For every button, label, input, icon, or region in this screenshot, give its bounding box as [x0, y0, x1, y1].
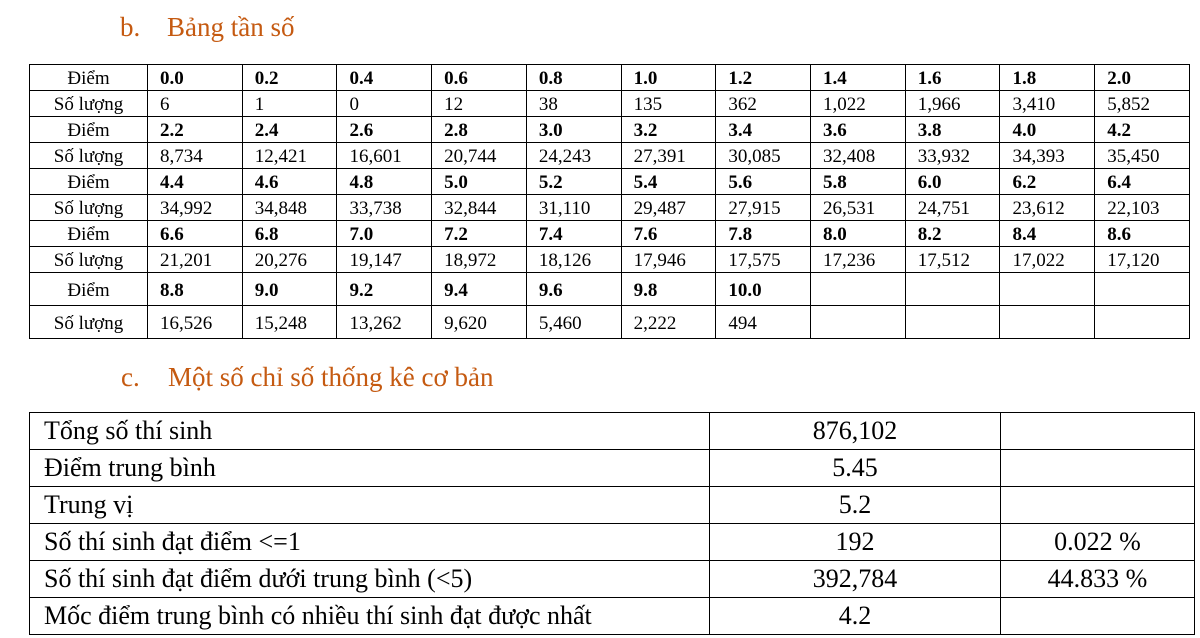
score-cell: 2.4	[242, 117, 337, 143]
count-cell: 17,575	[716, 247, 811, 273]
score-row-label: Điểm	[30, 221, 148, 247]
score-cell	[905, 273, 1000, 306]
count-cell: 27,391	[621, 143, 716, 169]
count-cell	[811, 306, 906, 339]
stat-value: 876,102	[710, 413, 1001, 450]
score-cell: 1.6	[905, 65, 1000, 91]
count-cell: 34,992	[148, 195, 243, 221]
count-cell: 20,276	[242, 247, 337, 273]
score-cell: 5.2	[526, 169, 621, 195]
count-cell: 2,222	[621, 306, 716, 339]
score-cell: 5.6	[716, 169, 811, 195]
count-row	[30, 91, 1190, 117]
count-cell: 34,848	[242, 195, 337, 221]
score-cell: 6.4	[1095, 169, 1190, 195]
count-cell: 13,262	[337, 306, 432, 339]
stat-percent	[1001, 450, 1195, 487]
stat-value: 4.2	[710, 598, 1001, 635]
count-cell: 9,620	[432, 306, 527, 339]
count-cell: 20,744	[432, 143, 527, 169]
count-row	[30, 247, 1190, 273]
stat-percent	[1001, 487, 1195, 524]
section-b-heading	[120, 12, 295, 43]
score-cell: 7.8	[716, 221, 811, 247]
section-b-title: Bảng tần số	[167, 12, 295, 42]
score-cell: 8.2	[905, 221, 1000, 247]
count-row-label: Số lượng	[30, 195, 148, 221]
score-cell: 1.0	[621, 65, 716, 91]
score-cell: 5.8	[811, 169, 906, 195]
score-cell	[1000, 273, 1095, 306]
score-cell: 2.2	[148, 117, 243, 143]
count-row	[30, 306, 1190, 339]
score-cell: 2.0	[1095, 65, 1190, 91]
count-cell	[1095, 306, 1190, 339]
count-cell: 18,972	[432, 247, 527, 273]
score-cell: 3.6	[811, 117, 906, 143]
count-cell: 30,085	[716, 143, 811, 169]
score-cell: 4.0	[1000, 117, 1095, 143]
stat-label: Điểm trung bình	[30, 450, 710, 487]
stat-row	[30, 413, 1195, 450]
count-cell: 26,531	[811, 195, 906, 221]
score-cell: 4.6	[242, 169, 337, 195]
count-cell: 32,844	[432, 195, 527, 221]
count-cell: 31,110	[526, 195, 621, 221]
score-cell: 0.2	[242, 65, 337, 91]
stat-row	[30, 598, 1195, 635]
score-cell: 3.4	[716, 117, 811, 143]
count-cell: 38	[526, 91, 621, 117]
score-cell: 0.6	[432, 65, 527, 91]
stat-percent	[1001, 413, 1195, 450]
score-cell: 1.2	[716, 65, 811, 91]
stat-label: Trung vị	[30, 487, 710, 524]
count-row-label: Số lượng	[30, 143, 148, 169]
count-row-label: Số lượng	[30, 306, 148, 339]
count-cell: 21,201	[148, 247, 243, 273]
count-cell: 17,512	[905, 247, 1000, 273]
score-cell: 1.8	[1000, 65, 1095, 91]
score-cell: 9.6	[526, 273, 621, 306]
count-cell: 494	[716, 306, 811, 339]
score-cell: 8.8	[148, 273, 243, 306]
count-cell: 0	[337, 91, 432, 117]
count-cell	[905, 306, 1000, 339]
count-cell: 18,126	[526, 247, 621, 273]
score-cell: 3.0	[526, 117, 621, 143]
score-cell: 3.8	[905, 117, 1000, 143]
score-cell	[811, 273, 906, 306]
count-cell: 16,526	[148, 306, 243, 339]
score-row	[30, 117, 1190, 143]
statistics-table-body	[30, 413, 1195, 635]
statistics-table	[29, 412, 1195, 635]
section-c-title: Một số chỉ số thống kê cơ bản	[168, 362, 494, 392]
count-cell: 8,734	[148, 143, 243, 169]
score-cell: 10.0	[716, 273, 811, 306]
score-row	[30, 65, 1190, 91]
score-cell: 0.0	[148, 65, 243, 91]
score-row	[30, 273, 1190, 306]
score-cell: 6.6	[148, 221, 243, 247]
score-cell: 6.2	[1000, 169, 1095, 195]
score-row	[30, 221, 1190, 247]
stat-row	[30, 561, 1195, 598]
count-row-label: Số lượng	[30, 247, 148, 273]
stat-value: 392,784	[710, 561, 1001, 598]
count-cell: 6	[148, 91, 243, 117]
stat-row	[30, 487, 1195, 524]
count-cell: 17,236	[811, 247, 906, 273]
count-cell: 29,487	[621, 195, 716, 221]
count-cell: 16,601	[337, 143, 432, 169]
stat-label: Tổng số thí sinh	[30, 413, 710, 450]
count-cell: 27,915	[716, 195, 811, 221]
score-row-label: Điểm	[30, 273, 148, 306]
stat-label: Số thí sinh đạt điểm dưới trung bình (<5)	[30, 561, 710, 598]
count-row	[30, 143, 1190, 169]
stat-value: 5.45	[710, 450, 1001, 487]
stat-row	[30, 524, 1195, 561]
score-cell: 9.0	[242, 273, 337, 306]
frequency-table-body	[30, 65, 1190, 339]
score-cell: 6.0	[905, 169, 1000, 195]
score-cell: 0.8	[526, 65, 621, 91]
stat-value: 192	[710, 524, 1001, 561]
count-cell: 24,751	[905, 195, 1000, 221]
count-cell: 5,852	[1095, 91, 1190, 117]
count-cell: 1,022	[811, 91, 906, 117]
count-cell: 33,738	[337, 195, 432, 221]
stat-label: Mốc điểm trung bình có nhiều thí sinh đạt được nhất	[30, 598, 710, 635]
score-cell: 2.8	[432, 117, 527, 143]
section-c-letter: c.	[121, 362, 140, 392]
count-row	[30, 195, 1190, 221]
count-cell: 24,243	[526, 143, 621, 169]
count-row-label: Số lượng	[30, 91, 148, 117]
stat-label: Số thí sinh đạt điểm <=1	[30, 524, 710, 561]
count-cell: 23,612	[1000, 195, 1095, 221]
score-cell: 7.4	[526, 221, 621, 247]
count-cell: 17,946	[621, 247, 716, 273]
count-cell: 22,103	[1095, 195, 1190, 221]
score-cell: 5.4	[621, 169, 716, 195]
score-cell: 6.8	[242, 221, 337, 247]
count-cell: 1	[242, 91, 337, 117]
score-cell	[1095, 273, 1190, 306]
score-row-label: Điểm	[30, 169, 148, 195]
count-cell: 362	[716, 91, 811, 117]
frequency-table	[29, 64, 1190, 339]
count-cell: 17,022	[1000, 247, 1095, 273]
count-cell	[1000, 306, 1095, 339]
count-cell: 34,393	[1000, 143, 1095, 169]
count-cell: 135	[621, 91, 716, 117]
score-cell: 1.4	[811, 65, 906, 91]
count-cell: 1,966	[905, 91, 1000, 117]
count-cell: 33,932	[905, 143, 1000, 169]
score-cell: 8.4	[1000, 221, 1095, 247]
score-cell: 9.4	[432, 273, 527, 306]
count-cell: 35,450	[1095, 143, 1190, 169]
count-cell: 5,460	[526, 306, 621, 339]
score-cell: 4.2	[1095, 117, 1190, 143]
stat-percent	[1001, 598, 1195, 635]
count-cell: 3,410	[1000, 91, 1095, 117]
score-row	[30, 169, 1190, 195]
score-cell: 9.2	[337, 273, 432, 306]
stat-percent: 44.833 %	[1001, 561, 1195, 598]
score-cell: 0.4	[337, 65, 432, 91]
stat-value: 5.2	[710, 487, 1001, 524]
count-cell: 15,248	[242, 306, 337, 339]
section-b-letter: b.	[120, 12, 141, 42]
stat-row	[30, 450, 1195, 487]
score-row-label: Điểm	[30, 117, 148, 143]
score-cell: 5.0	[432, 169, 527, 195]
score-cell: 4.4	[148, 169, 243, 195]
score-cell: 8.6	[1095, 221, 1190, 247]
score-cell: 9.8	[621, 273, 716, 306]
score-row-label: Điểm	[30, 65, 148, 91]
score-cell: 7.6	[621, 221, 716, 247]
count-cell: 32,408	[811, 143, 906, 169]
count-cell: 19,147	[337, 247, 432, 273]
score-cell: 3.2	[621, 117, 716, 143]
stat-percent: 0.022 %	[1001, 524, 1195, 561]
count-cell: 12	[432, 91, 527, 117]
score-cell: 4.8	[337, 169, 432, 195]
count-cell: 12,421	[242, 143, 337, 169]
score-cell: 7.2	[432, 221, 527, 247]
score-cell: 2.6	[337, 117, 432, 143]
section-c-heading	[121, 362, 494, 393]
count-cell: 17,120	[1095, 247, 1190, 273]
score-cell: 7.0	[337, 221, 432, 247]
score-cell: 8.0	[811, 221, 906, 247]
